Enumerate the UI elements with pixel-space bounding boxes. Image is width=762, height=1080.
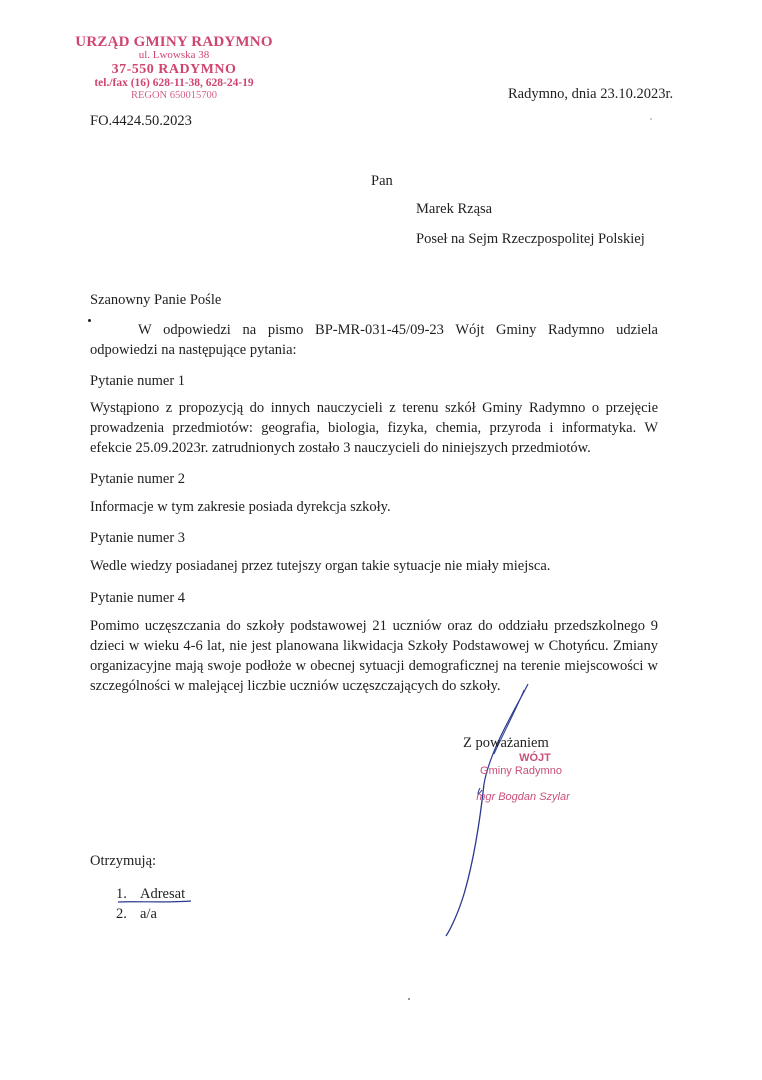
answer-4: Pomimo uczęszczania do szkoły podstawowej 21 uczniów oraz do oddziału przedszkolnego 9 dzieci w wieku 4-6 lat, nie jest planowana likwidacja Szkoły Podstawowej w Chotyńcu. Zmiany organizacyjne mają swoje podłoże w obecnej sytuacji demograficznej na terenie miejscowości w szczególności w malejącej liczbie uczniów uczęszczających do szkoły.	[90, 618, 658, 694]
answer-2: Informacje w tym zakresie posiada dyrekcja szkoły.	[90, 499, 391, 515]
signature-stamp-title: WÓJT	[519, 752, 551, 764]
recipient-salutation: Pan	[371, 173, 393, 189]
recipient-title: Poseł na Sejm Rzeczpospolitej Polskiej	[416, 231, 645, 247]
question-3-heading: Pytanie numer 3	[90, 530, 186, 546]
stamp-city: 37-550 RADYMNO	[111, 62, 237, 78]
answer-1: Wystąpiono z propozycją do innych nauczycieli z terenu szkół Gminy Radymno o przejęcie prowadzenia przedmiotów: geografia, biologia, fizyka, chemia, przyroda i informatyka. W efekcie 25.09.2023r. zatrudnionych zostało 3 nauczycieli do niniejszych przedmiotów.	[90, 400, 658, 456]
answer-3: Wedle wiedzy posiadanej przez tutejszy organ takie sytuacje nie miały miejsca.	[90, 558, 551, 574]
question-1-heading: Pytanie numer 1	[90, 373, 186, 389]
question-4-heading: Pytanie numer 4	[90, 590, 186, 606]
recipient-name: Marek Rząsa	[416, 201, 493, 217]
signature-stamp-name: mgr Bogdan Szylar	[476, 791, 570, 804]
greeting: Szanowny Panie Pośle	[90, 292, 222, 308]
distribution-heading: Otrzymują:	[90, 853, 157, 869]
scan-speck	[650, 118, 652, 120]
stamp-street: ul. Lwowska 38	[138, 49, 210, 62]
office-stamp	[54, 34, 294, 101]
stamp-phone: tel./fax (16) 628-11-38, 628-24-19	[94, 77, 254, 90]
intro-paragraph: W odpowiedzi na pismo BP-MR-031-45/09-23 Wójt Gminy Radymno udziela odpowiedzi na następujące pytania:	[90, 322, 658, 358]
handwritten-signature	[420, 680, 570, 940]
scan-speck	[408, 998, 410, 1000]
reference-number: FO.4424.50.2023	[90, 113, 192, 129]
distribution-item-number: 1.	[116, 886, 127, 902]
distribution-item-label: Adresat	[140, 886, 186, 902]
stamp-regon: REGON 650015700	[130, 89, 218, 101]
question-2-heading: Pytanie numer 2	[90, 471, 186, 487]
distribution-item-label: a/a	[140, 906, 157, 922]
signature-stamp	[456, 752, 586, 804]
signature-stamp-office: Gminy Radymno	[480, 764, 562, 777]
distribution-item-number: 2.	[116, 906, 127, 922]
distribution-item	[116, 904, 185, 924]
handwritten-underline	[116, 899, 193, 905]
closing-phrase: Z poważaniem	[463, 735, 549, 751]
stamp-office-name: URZĄD GMINY RADYMNO	[75, 34, 273, 50]
letter-date: Radymno, dnia 23.10.2023r.	[508, 86, 674, 102]
